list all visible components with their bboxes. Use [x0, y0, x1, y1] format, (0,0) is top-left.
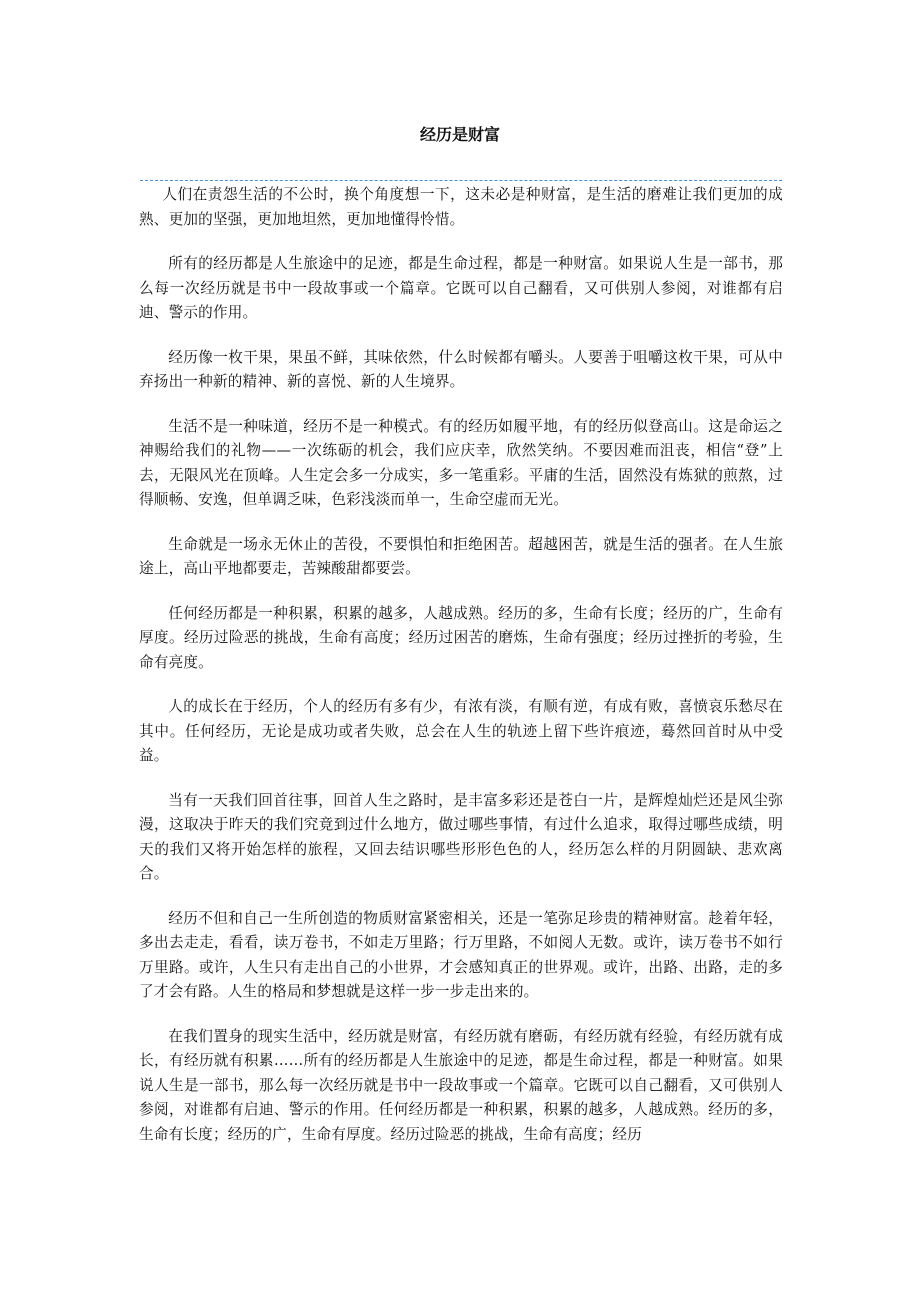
paragraph: 生活不是一种味道，经历不是一种模式。有的经历如履平地，有的经历似登高山。这是命运之神赐给我们的礼物——一次练砺的机会，我们应庆幸，欣然笑纳。不要因难而沮丧，相信“登”上去，无限风光在顶峰。人生定会多一分成实，多一笔重彩。平庸的生活，固然没有炼狱的煎熬，过得顺畅、安逸，但单调乏味，色彩浅淡而单一，生命空虚而无光。 — [139, 417, 783, 508]
paragraph: 任何经历都是一种积累，积累的越多，人越成熟。经历的多，生命有长度；经历的广，生命有厚度。经历过险恶的挑战，生命有高度；经历过困苦的磨炼，生命有强度；经历过挫折的考验，生命有亮度。 — [139, 604, 783, 671]
paragraph: 当有一天我们回首往事，回首人生之路时，是丰富多彩还是苍白一片，是辉煌灿烂还是风尘弥漫，这取决于昨天的我们究竟到过什么地方，做过哪些事情，有过什么追求，取得过哪些成绩，明天的我们又将开始怎样的旅程，又回去结识哪些形形色色的人，经历怎么样的月阴圆缺、悲欢离合。 — [139, 791, 783, 882]
page-title: 经历是财富 — [419, 125, 500, 144]
title-divider — [140, 180, 782, 181]
paragraph: 生命就是一场永无休止的苦役，不要惧怕和拒绝困苦。超越困苦，就是生活的强者。在人生旅途上，高山平地都要走，苦辣酸甜都要尝。 — [139, 535, 783, 577]
paragraph: 经历不但和自己一生所创造的物质财富紧密相关，还是一笔弥足珍贵的精神财富。趁着年轻，多出去走走，看看，读万卷书，不如走万里路；行万里路，不如阅人无数。或许，读万卷书不如行万里路。或许，人生只有走出自己的小世界，才会感知真正的世界观。或许，出路、出路，走的多了才会有路。人生的格局和梦想就是这样一步一步走出来的。 — [139, 909, 783, 1000]
article-body — [139, 183, 783, 1167]
paragraph: 在我们置身的现实生活中，经历就是财富，有经历就有磨砺，有经历就有经验，有经历就有成长，有经历就有积累……所有的经历都是人生旅途中的足迹，都是生命过程，都是一种财富。如果说人生是一部书，那么每一次经历就是书中一段故事或一个篇章。它既可以自己翻看，又可供别人参阅，对谁都有启迪、警示的作用。任何经历都是一种积累，积累的越多，人越成熟。经历的多，生命有长度；经历的广，生命有厚度。经历过险恶的挑战，生命有高度；经历 — [139, 1027, 783, 1143]
paragraph: 人的成长在于经历，个人的经历有多有少，有浓有淡，有顺有逆，有成有败，喜愤哀乐愁尽在其中。任何经历，无论是成功或者失败，总会在人生的轨迹上留下些许痕迹，蓦然回首时从中受益。 — [139, 698, 783, 764]
paragraph: 经历像一枚干果，果虽不鲜，其味依然，什么时候都有嚼头。人要善于咀嚼这枚干果，可从中弃扬出一种新的精神、新的喜悦、新的人生境界。 — [139, 348, 783, 390]
paragraph: 人们在责怨生活的不公时，换个角度想一下，这未必是种财富，是生活的磨难让我们更加的成熟、更加的坚强，更加地坦然，更加地懂得怜惜。 — [139, 186, 783, 228]
paragraph: 所有的经历都是人生旅途中的足迹，都是生命过程，都是一种财富。如果说人生是一部书，那么每一次经历就是书中一段故事或一个篇章。它既可以自己翻看，又可供别人参阅，对谁都有启迪、警示的作用。 — [139, 255, 783, 321]
